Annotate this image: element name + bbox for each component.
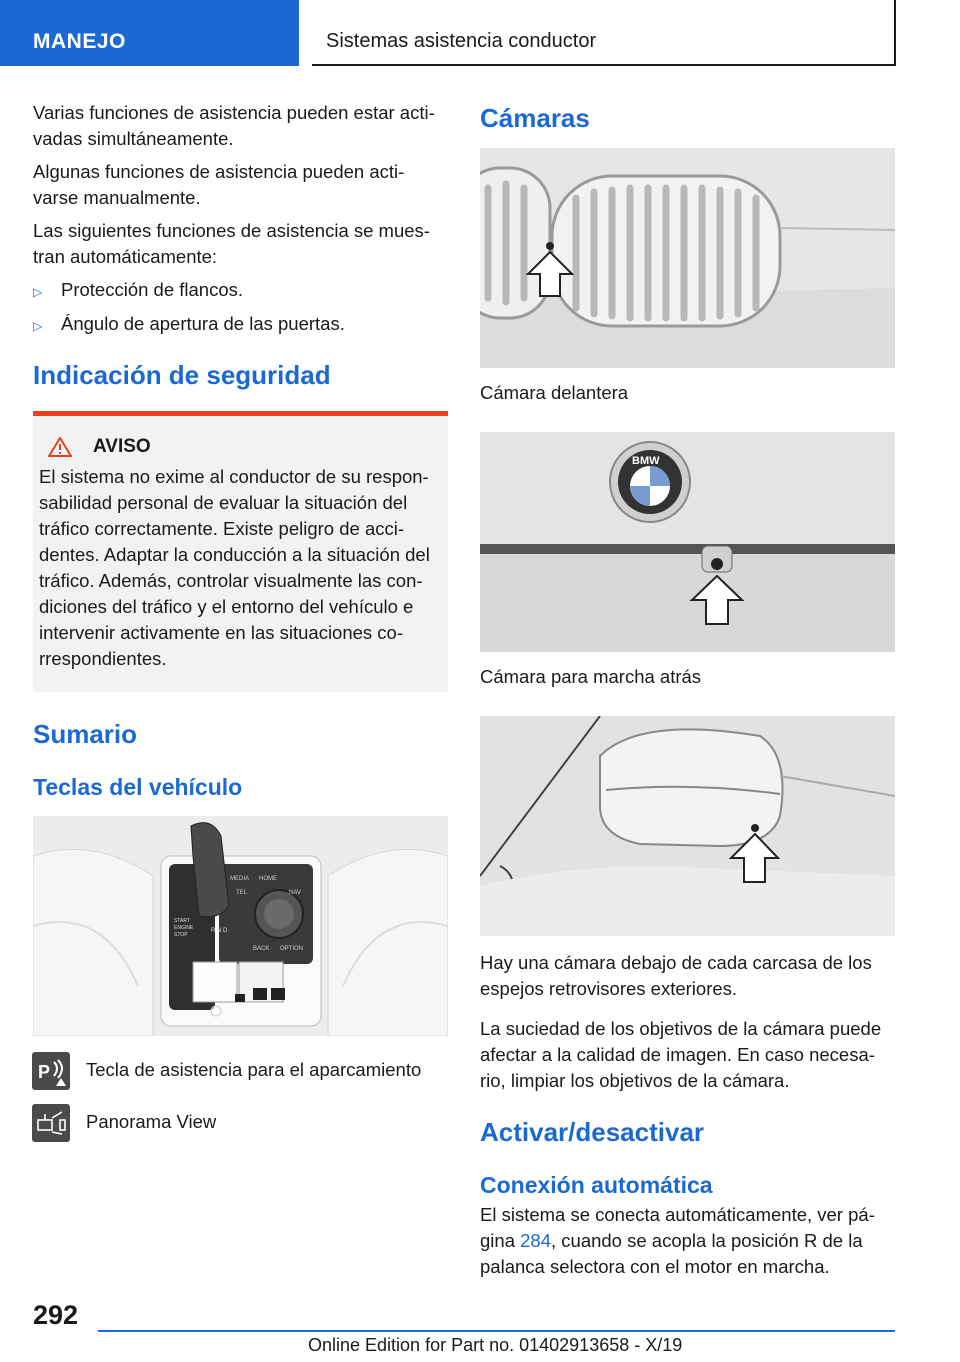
page-link-284[interactable]: 284: [520, 1230, 551, 1251]
console-media-label: MEDIA: [230, 876, 250, 882]
activate-heading: Activar/desactivar: [480, 1117, 705, 1147]
bullet-item: [33, 311, 448, 339]
console-gear-labels: R N D: [211, 928, 228, 934]
chapter-tab: [312, 0, 896, 66]
warning-triangle-icon: [47, 436, 73, 458]
key-row-parking: [33, 1052, 448, 1090]
console-stop-label: STOP: [174, 932, 188, 938]
auto-text-before: El sistema se conecta automáticamente, ver pá-gina: [480, 1204, 875, 1251]
triangle-bullet-icon: ▷: [33, 319, 43, 333]
warning-title: AVISO: [93, 436, 151, 457]
center-console-drawing: [33, 816, 448, 1036]
summary-heading: Sumario: [33, 719, 138, 749]
paragraph-intro-3: Las siguientes funciones de asistencia se mues-tran automáticamente:: [33, 220, 430, 267]
paragraph-side-camera: Hay una cámara debajo de cada carcasa de los espejos retrovisores exteriores.: [480, 952, 872, 999]
console-nav-label: NAV: [289, 890, 301, 896]
side-camera-image: [480, 716, 895, 936]
console-engine-label: ENGINE: [174, 925, 194, 931]
footer-divider: [98, 1330, 895, 1332]
auto-heading: Conexión automática: [480, 1172, 713, 1198]
warning-text: El sistema no exime al conductor de su respon-sabilidad personal de evaluar la situación del tráfico correctamente. Existe peligro de acci-dentes. Adaptar la conducción a la situación del tráfico. Además, controlar visualmente las con-diciones del tráfico y el entorno del vehículo e intervenir activamente en las situaciones co-rrespondientes.: [39, 466, 430, 669]
paragraph-auto: [480, 1202, 895, 1280]
key-label-parking: Tecla de asistencia para el aparcamiento: [86, 1059, 422, 1080]
auto-text-after: , cuando se acopla la posición R de la palanca selectora con el motor en marcha.: [480, 1230, 863, 1277]
console-home-label: HOME: [259, 876, 277, 882]
keys-heading: Teclas del vehículo: [33, 774, 243, 800]
key-row-panorama: [33, 1104, 448, 1142]
panorama-view-icon: [32, 1104, 70, 1142]
left-column: [33, 100, 448, 1142]
section-tab: [0, 0, 299, 66]
page-number: 292: [33, 1300, 79, 1330]
caption-front-camera: Cámara delantera: [480, 382, 629, 403]
warning-title-row: [39, 436, 442, 458]
triangle-bullet-icon: ▷: [33, 285, 43, 299]
footer-edition: Online Edition for Part no. 01402913658 - X/19: [308, 1335, 683, 1355]
paragraph-intro-2: Algunas funciones de asistencia pueden acti-varse manualmente.: [33, 161, 405, 208]
bmw-logo-letters: BMW: [632, 455, 660, 467]
console-back-label: BACK: [253, 946, 270, 952]
bullet-text: Protección de flancos.: [61, 279, 244, 300]
paragraph-intro-1: Varias funciones de asistencia pueden estar acti-vadas simultáneamente.: [33, 102, 435, 149]
bullet-text: Ángulo de apertura de las puertas.: [61, 313, 345, 334]
safety-heading: Indicación de seguridad: [33, 360, 331, 390]
parking-assist-icon: [32, 1052, 70, 1090]
paragraph-dirt: La suciedad de los objetivos de la cámara puede afectar a la calidad de imagen. En caso necesa-rio, limpiar los objetivos de la cámara.: [480, 1018, 882, 1091]
console-start-label: START: [174, 918, 190, 924]
center-console-image: [33, 816, 448, 1036]
cameras-heading: Cámaras: [480, 103, 590, 133]
front-camera-image: [480, 148, 895, 368]
warning-box: [33, 411, 448, 692]
console-option-label: OPTION: [280, 946, 304, 952]
caption-rear-camera: Cámara para marcha atrás: [480, 666, 702, 687]
svg-text:P: P: [38, 1062, 51, 1082]
right-column: [480, 100, 895, 1287]
side-mirror-drawing: [480, 716, 895, 936]
section-title: MANEJO: [33, 30, 126, 53]
rear-camera-image: [480, 432, 895, 652]
rear-trunk-drawing: [480, 432, 895, 652]
key-label-panorama: Panorama View: [86, 1111, 217, 1132]
front-grille-drawing: [480, 148, 895, 368]
console-tel-label: TEL: [236, 890, 248, 896]
chapter-title: Sistemas asistencia conductor: [326, 30, 597, 52]
bullet-item: [33, 277, 448, 305]
